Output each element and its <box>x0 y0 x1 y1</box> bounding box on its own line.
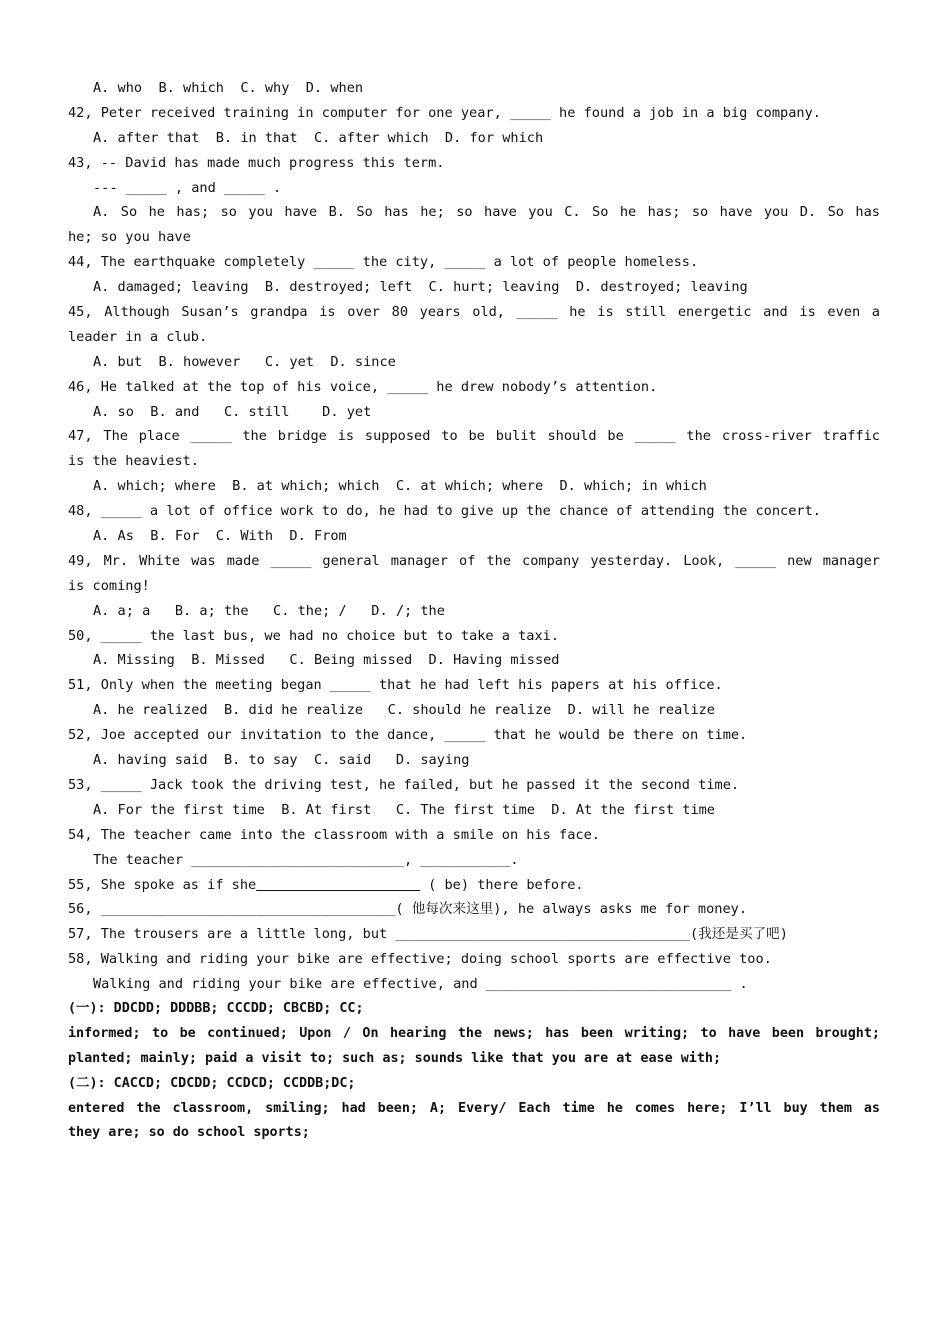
question-57: 57, The trousers are a little long, but ____________________________________(我还是买了吧) <box>68 926 788 943</box>
answers-part-1-line-2: informed; to be continued; Upon / On hearing the news; has been writing; to have been brought; <box>68 1025 880 1041</box>
question-47: 47, The place _____ the bridge is supposed to be bulit should be _____ the cross-river traffic <box>68 428 880 445</box>
question-48: 48, _____ a lot of office work to do, he had to give up the chance of attending the concert. <box>68 503 821 520</box>
options-50: A. Missing B. Missed C. Being missed D. Having missed <box>93 652 560 669</box>
question-43: 43, -- David has made much progress this term. <box>68 154 445 171</box>
question-53: 53, _____ Jack took the driving test, he failed, but he passed it the second time. <box>68 776 740 793</box>
answers-part-2-line-2: entered the classroom, smiling; had been; A; Every/ Each time he comes here; I’ll buy them as <box>68 1100 880 1116</box>
options-49: A. a; a B. a; the C. the; / D. /; the <box>93 602 445 619</box>
question-55 <box>68 873 880 898</box>
question-58-blank: Walking and riding your bike are effective, and ______________________________ . <box>93 976 748 993</box>
options-47: A. which; where B. at which; which C. at which; where D. which; in which <box>93 478 707 495</box>
question-55-blank <box>256 877 420 893</box>
question-55-end: ( be) there before. <box>419 876 584 893</box>
options-48: A. As B. For C. With D. From <box>93 528 347 545</box>
options-43: A. So he has; so you have B. So has he; so have you C. So he has; so have you D. So has <box>93 204 880 221</box>
options-46: A. so B. and C. still D. yet <box>93 403 372 420</box>
options-44: A. damaged; leaving B. destroyed; left C. hurt; leaving D. destroyed; leaving <box>93 279 748 296</box>
question-42: 42, Peter received training in computer for one year, _____ he found a job in a big company. <box>68 104 821 121</box>
question-54-blank: The teacher __________________________, ___________. <box>93 851 519 868</box>
answers-part-2-line-3: they are; so do school sports; <box>68 1125 310 1141</box>
question-58: 58, Walking and riding your bike are effective; doing school sports are effective too. <box>68 951 772 968</box>
question-43-reply: --- _____ , and _____ . <box>93 179 282 196</box>
answers-part-2: (二): CACCD; CDCDD; CCDCD; CCDDB;DC; <box>68 1075 356 1091</box>
exercise-text <box>68 76 880 1146</box>
options-45: A. but B. however C. yet D. since <box>93 353 396 370</box>
options-52: A. having said B. to say C. said D. saying <box>93 752 470 769</box>
question-46: 46, He talked at the top of his voice, _____ he drew nobody’s attention. <box>68 378 658 395</box>
question-45: 45, Although Susan’s grandpa is over 80 years old, _____ he is still energetic and is even a <box>68 304 880 321</box>
options-53: A. For the first time B. At first C. The first time D. At the first time <box>93 801 715 818</box>
question-45-cont: leader in a club. <box>68 328 208 345</box>
question-54: 54, The teacher came into the classroom with a smile on his face. <box>68 826 600 843</box>
question-55-start: 55, She spoke as if she <box>68 876 257 893</box>
options-42: A. after that B. in that C. after which D. for which <box>93 129 544 146</box>
question-44: 44, The earthquake completely _____ the city, _____ a lot of people homeless. <box>68 254 699 271</box>
question-49-cont: is coming! <box>68 577 150 594</box>
question-49: 49, Mr. White was made _____ general manager of the company yesterday. Look, _____ new manager <box>68 552 880 569</box>
question-56: 56, ____________________________________( 他每次来这里), he always asks me for money. <box>68 901 748 918</box>
question-51: 51, Only when the meeting began _____ that he had left his papers at his office. <box>68 677 723 694</box>
answers-part-1-line-3: planted; mainly; paid a visit to; such as; sounds like that you are at ease with; <box>68 1050 722 1066</box>
question-50: 50, _____ the last bus, we had no choice but to take a taxi. <box>68 627 560 644</box>
question-52: 52, Joe accepted our invitation to the dance, _____ that he would be there on time. <box>68 727 748 744</box>
answers-part-1: (一): DDCDD; DDDBB; CCCDD; CBCBD; CC; <box>68 1000 364 1016</box>
question-47-cont: is the heaviest. <box>68 453 199 470</box>
options-43-cont: he; so you have <box>68 229 191 246</box>
options-41: A. who B. which C. why D. when <box>93 80 364 96</box>
options-51: A. he realized B. did he realize C. should he realize D. will he realize <box>93 702 715 719</box>
